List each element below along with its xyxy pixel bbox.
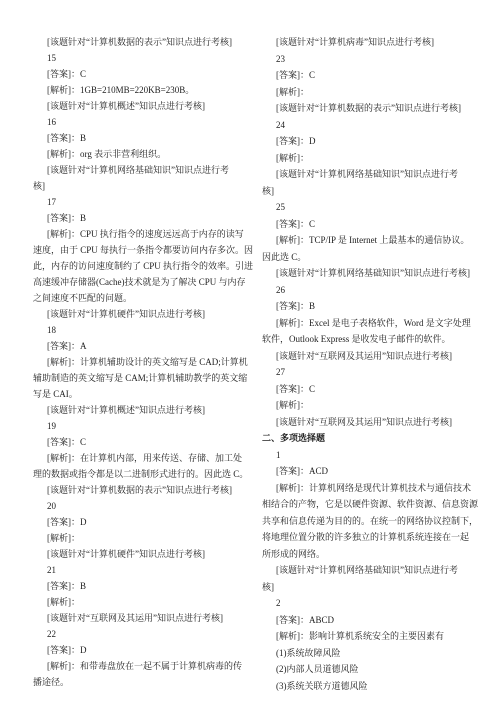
topic-line: [该题针对“计算机概述”知识点进行考核] [47,101,205,111]
analysis-line: [解析]：CPU 执行指令的速度远远高于内存的读写 [47,229,244,239]
question-number: 21 [47,565,56,575]
analysis-line: 共享和信息传递为目的的。在统一的网络协议控制下， [262,515,479,526]
question-15 [33,50,255,114]
topic-line: [该题针对“计算机网络基础知识”知识点进行考 [47,165,229,175]
analysis-line: 将地理位置分散的许多独立的计算机系统连接在一起 [262,532,470,542]
topic-line: [该题针对“计算机数据的表示”知识点进行考核] [47,37,232,47]
question-number: 1 [276,449,281,460]
question-27 [262,364,494,430]
analysis-line: [解析]：Excel 是电子表格软件，Word 是文字处理 [276,317,471,328]
answer-line: [答案]：ACD [276,466,328,476]
analysis-line: [解析]：影响计算机系统安全的主要因素有 [276,631,444,641]
answer-line: [答案]：B [47,581,86,591]
question-26 [262,282,494,365]
analysis-line: 所形成的网络。 [262,548,326,559]
analysis-line: [解析]： [47,533,80,543]
analysis-line: 写是 CAI。 [33,389,78,399]
factor-item: (1)系统故障风险 [276,647,341,658]
question-number: 2 [276,598,281,608]
answer-line: [答案]：D [276,136,316,146]
analysis-line: 软件，Outlook Express 是收发电子邮件的软件。 [262,334,451,344]
answer-line: [答案]：B [276,301,315,311]
question-number: 16 [47,117,56,127]
answer-line: [答案]：A [47,341,87,351]
analysis-line: [解析]： [276,86,309,97]
question-number: 18 [47,325,56,335]
analysis-line: [解析]： [47,597,80,607]
topic-line: 核] [262,581,274,592]
answer-line: [答案]：C [276,218,315,229]
answer-line: [答案]：C [276,383,315,394]
right-column [262,34,494,694]
question-number: 26 [276,284,285,295]
question-25 [262,199,494,282]
analysis-line: [解析]：1GB=210MB=220KB=230B。 [47,85,195,95]
topic-line: [该题针对“计算机病毒”知识点进行考核] [276,37,434,47]
analysis-line: 高速缓冲存储器(Cache)技术就是为了解决 CPU 与内存 [33,277,246,287]
question-16 [33,114,255,194]
topic-line: 核] [262,185,274,196]
question-22-tail [262,34,494,51]
topic-line: [该题针对“计算机概述”知识点进行考核] [47,405,205,415]
answer-line: [答案]：D [47,517,87,527]
analysis-line: 相结合的产物，它是以硬件资源、软件资源、信息资源 [262,499,479,509]
question-number: 22 [47,629,56,639]
analysis-line: 之间速度不匹配的问题。 [33,293,133,303]
section-heading: 二、多项选择题 [262,433,326,443]
topic-line: [该题针对“互联网及其运用”知识点进行考核] [47,613,223,623]
question-number: 23 [276,53,285,64]
question-23 [262,51,494,117]
analysis-line: [解析]：和带毒盘放在一起不属于计算机病毒的传 [47,661,242,671]
analysis-line: 因此选 C。 [262,251,307,262]
analysis-line: [解析]：在计算机内部，用来传送、存储、加工处 [47,453,242,463]
topic-line: [该题针对“计算机硬件”知识点进行考核] [47,309,205,319]
question-19 [33,418,255,498]
multi-question-1 [262,447,494,596]
analysis-line: 速度，由于 CPU 每执行一条指令都要访问内存多次。因 [33,245,254,255]
topic-line: [该题针对“计算机数据的表示”知识点进行考核] [276,103,461,113]
topic-line: [该题针对“互联网及其运用”知识点进行考核] [276,416,452,427]
topic-line: [该题针对“计算机数据的表示”知识点进行考核] [47,485,232,495]
topic-line: [该题针对“计算机网络基础知识”知识点进行考 [276,565,458,575]
answer-line: [答案]：C [47,437,86,447]
topic-line: [该题针对“计算机网络基础知识”知识点进行考 [276,169,458,179]
analysis-line: [解析]： [276,400,309,410]
left-column [33,34,255,690]
answer-line: [答案]：C [276,70,315,80]
question-22 [33,626,255,690]
question-number: 24 [276,119,285,130]
answer-line: [答案]：B [47,133,86,143]
analysis-line: [解析]：org 表示非营利组织。 [47,149,167,159]
topic-line: [该题针对“计算机硬件”知识点进行考核] [47,549,205,559]
question-14-tail [33,34,255,50]
question-number: 15 [47,53,56,63]
question-number: 17 [47,197,56,207]
multi-question-2 [262,595,494,694]
factor-item: (3)系统关联方道德风险 [276,680,368,691]
question-24 [262,117,494,200]
answer-line: [答案]：ABCD [276,614,334,625]
answer-line: [答案]：D [47,645,87,655]
question-number: 20 [47,501,56,511]
analysis-line: 理的数据或指令都是以二进制形式进行的。因此选 C。 [33,469,249,479]
topic-line: [该题针对“互联网及其运用”知识点进行考核] [276,350,452,361]
question-17 [33,194,255,322]
question-number: 27 [276,367,285,377]
topic-line: [该题针对“计算机网络基础知识”知识点进行考核] [276,268,470,278]
analysis-line: [解析]：TCP/IP 是 Internet 上最基本的通信协议。 [276,235,470,245]
analysis-line: 辅助制造的英文缩写是 CAM;计算机辅助教学的英文缩 [33,373,248,383]
topic-line: 核] [33,181,45,191]
question-20 [33,498,255,562]
question-number: 19 [47,421,56,431]
question-18 [33,322,255,418]
analysis-line: [解析]： [276,152,309,163]
question-21 [33,562,255,626]
question-number: 25 [276,202,285,212]
analysis-line: [解析]：计算机辅助设计的英文缩写是 CAD;计算机 [47,357,248,367]
analysis-line: 播途径。 [33,677,70,687]
factor-item: (2)内部人员道德风险 [276,664,359,674]
answer-line: [答案]：C [47,69,86,79]
analysis-line: [解析]：计算机网络是现代计算机技术与通信技术 [276,482,471,493]
answer-line: [答案]：B [47,213,86,223]
analysis-line: 此，内存的访问速度制约了 CPU 执行指令的效率。引进 [33,261,254,271]
